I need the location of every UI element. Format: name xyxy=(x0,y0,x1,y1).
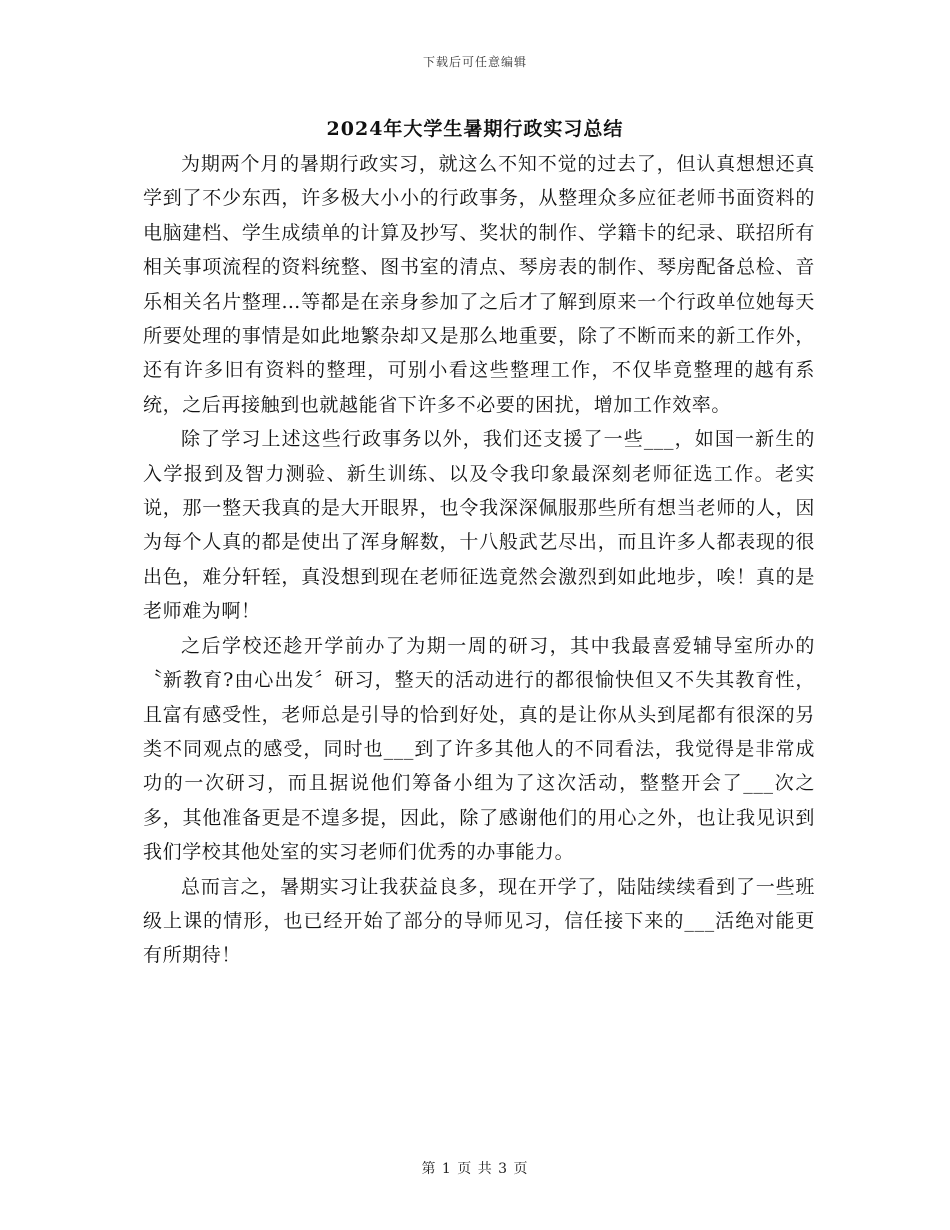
header-note: 下载后可任意编辑 xyxy=(422,55,527,69)
paragraph: 总而言之，暑期实习让我获益良多，现在开学了，陆陆续续看到了一些班级上课的情形，也已经开始了部分的导师见习，信任接下来的___活绝对能更有所期待！ xyxy=(143,875,815,967)
paragraph: 为期两个月的暑期行政实习，就这么不知不觉的过去了，但认真想想还真学到了不少东西，许多极大小小的行政事务，从整理众多应征老师书面资料的电脑建档、学生成绩单的计算及抄写、奖状的制作、学籍卡的纪录、联招所有相关事项流程的资料统整、图书室的清点、琴房表的制作、琴房配备总检、音乐相关名片整理…等都是在亲身参加了之后才了解到原来一个行政单位她每天所要处理的事情是如此地繁杂却又是那么地重要，除了不断而来的新工作外，还有许多旧有资料的整理，可别小看这些整理工作，不仅毕竟整理的越有系统，之后再接触到也就越能省下许多不必要的困扰，增加工作效率。 xyxy=(143,153,815,416)
paragraph: 除了学习上述这些行政事务以外，我们还支援了一些___，如国一新生的入学报到及智力测验、新生训练、以及令我印象最深刻老师征选工作。老实说，那一整天我真的是大开眼界，也令我深深佩服那些所有想当老师的人，因为每个人真的都是使出了浑身解数，十八般武艺尽出，而且许多人都表现的很出色，难分轩轾，真没想到现在老师征选竟然会激烈到如此地步，唉！真的是老师难为啊！ xyxy=(143,428,815,623)
page-indicator: 第 1 页 共 3 页 xyxy=(421,1161,529,1177)
paragraph: 之后学校还趁开学前办了为期一周的研习，其中我最喜爱辅导室所办的〝新教育?由心出发〞研习，整天的活动进行的都很愉快但又不失其教育性，且富有感受性，老师总是引导的恰到好处，真的是让你从头到尾都有很深的另类不同观点的感受，同时也___到了许多其他人的不同看法，我觉得是非常成功的一次研习，而且据说他们筹备小组为了这次活动，整整开会了___次之多，其他准备更是不遑多提，因此，除了感谢他们的用心之外，也让我见识到我们学校其他处室的实习老师们优秀的办事能力。 xyxy=(143,634,815,864)
document-title: 2024年大学生暑期行政实习总结 xyxy=(326,118,624,140)
document-body xyxy=(143,147,815,973)
